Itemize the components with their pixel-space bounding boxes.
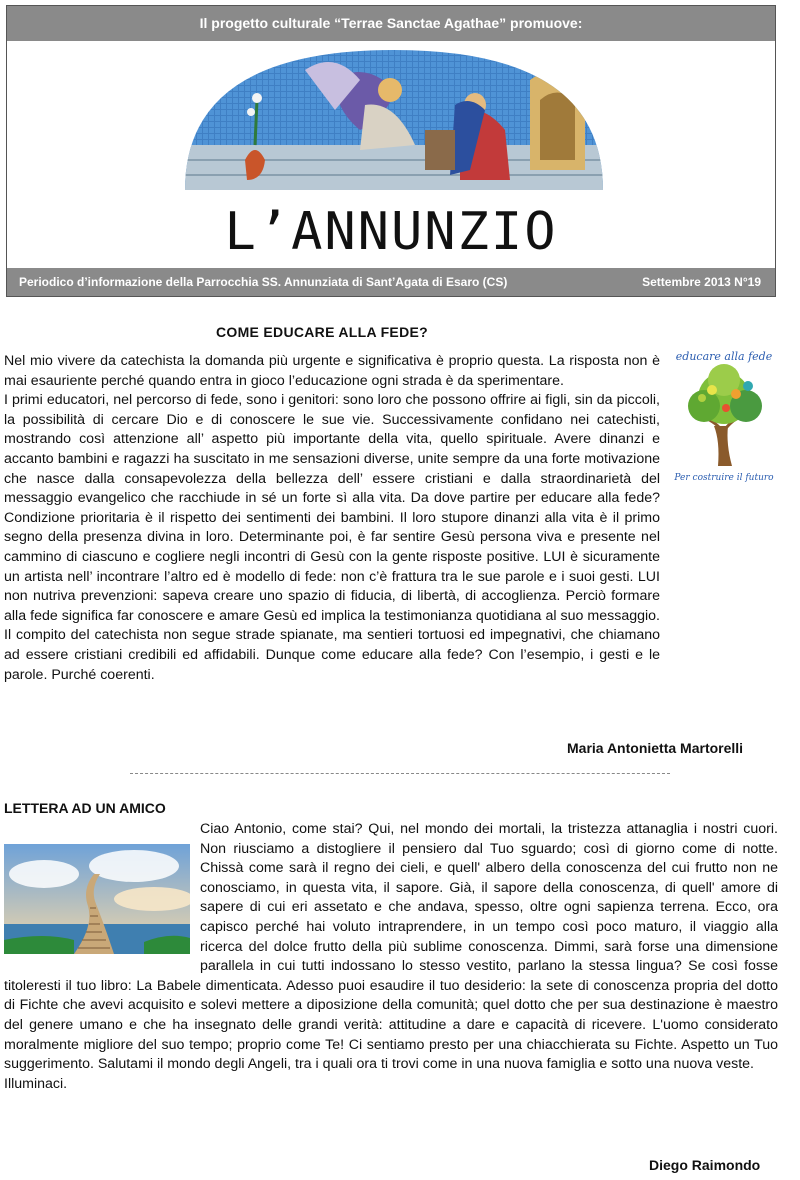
periodical-subtitle: Periodico d’informazione della Parrocchia SS. Annunziata di Sant’Agata di Esaro (CS) <box>19 275 508 289</box>
dashed-divider <box>130 773 670 774</box>
article2-paragraph: Illuminaci. <box>4 1075 68 1092</box>
article1-paragraph: Nel mio vivere da catechista la domanda più urgente e significativa è proprio questa. La risposta non è mai esauriente perché quando entra in gioco l’educazione ogni strada è da sperimentare. <box>4 353 660 389</box>
article2-title: LETTERA AD UN AMICO <box>4 800 166 816</box>
masthead-frame <box>6 5 776 297</box>
educare-alla-fede-logo <box>668 346 780 486</box>
promo-banner: Il progetto culturale “Terrae Sanctae Agathae” promuove: <box>7 6 775 41</box>
issue-date: Settembre 2013 N°19 <box>642 275 761 289</box>
article1-paragraph: I primi educatori, nel percorso di fede, sono i genitori: sono loro che possono offrire ai figli, sin da piccoli, la possibilità di cercare Dio e di conoscere le sue vie. Successivamente confidano nei catechisti, mostrando così attenzione all’ aspetto più importante della vita, quello spirituale. Avere dinanzi e accanto bambini e ragazzi ha suscitato in me sensazioni diverse, unite sempre da una forte motivazione che nasce dalla consapevolezza della bellezza dell’ essere cristiani e dalla straordinarietà del messaggio evangelico che racchiude in sé un forte sì alla vita. Da dove partire per educare alla fede? Condizione prioritaria è il rispetto dei sentimenti dei bambini. Il loro stupore dinanzi alla vita è il primo segno della presenza divina in loro. Determinante poi, è far sentire Gesù persona viva e presente nel cammino di ciascuno e cogliere negli incontri di Gesù con la gente risposte positive. LUI è sicuramente un artista nell’ incontrare l’altro ed è modello di fede: non c’è frattura tra le sue parole e i suoi gesti. LUI non nutriva prevenzioni: sapeva creare uno spazio di fiducia, di libertà, di accoglienza. Perciò formare alla fede significa far conoscere e amare Gesù ed implica la testimonianza quotidiana al suo messaggio. Il compito del catechista non segue strade spianate, ma sentieri tortuosi ed impegnativi, che chiamano ad essere cristiani credibili ed affidabili. Dunque come educare alla fede? Con l’esempio, i gesti e le parole. Purché coerenti. <box>4 392 660 683</box>
article2-author: Diego Raimondo <box>649 1157 761 1173</box>
article1-body <box>4 352 660 685</box>
stairway-to-heaven-image <box>4 844 190 954</box>
logo-top-text: educare alla fede <box>675 350 773 363</box>
article1-title: COME EDUCARE ALLA FEDE? <box>216 324 428 340</box>
article1-author: Maria Antonietta Martorelli <box>567 740 744 756</box>
article2-body <box>4 820 778 1094</box>
newsletter-masthead: L’ANNUNZIO <box>224 202 558 262</box>
subtitle-bar <box>7 268 775 296</box>
article2-paragraph: Ciao Antonio, come stai? Qui, nel mondo dei mortali, la tristezza attanaglia i nostri cuori. Non riusciamo a distogliere il pensiero dal Tuo sguardo; così di giorno come di notte. Chissà come sarà il regno dei cieli, e quell' albero della conoscenza del cui frutto non ne conosciamo, in questa vita, il sapore. Già, il sapore della conoscenza, di quell' amore di sapere di cui eri assetato e che andava, spesso, oltre ogni sapienza terrena. Ecco, ora capisco perché hai voluto intraprendere, in un tempo così poco maturo, il viaggio alla ricerca del dolce frutto della più sublime conoscenza. Dimmi, sarà forse una dimensione parallela in cui tutti indossano lo stesso vestito, parlano la stessa lingua? Se così fosse titoleresti il tuo libro: La Babele dimenticata. Adesso puoi esaudire il tuo desiderio: la sete di conoscenza propria del dotto di Fichte che avevi acquisito e solevi mettere a diposizione della comunità; quel dotto che per sua destinazione è maestro del genere umano e che ha insegnato delle grandi verità: attitudine a dare e capacità di ricevere. L'uomo considerato moralmente migliore del suo tempo; proprio come Te! Ci sentiamo presto per una chiacchierata su Fichte. Aspetto un Tuo suggerimento. Salutami il mondo degli Angeli, tra i quali ora ti trovi come in una nuova famiglia e sotto una nuova veste. <box>4 821 778 1073</box>
annunciation-mosaic-image <box>185 50 603 190</box>
logo-bottom-text: Per costruire il futuro <box>674 473 774 483</box>
